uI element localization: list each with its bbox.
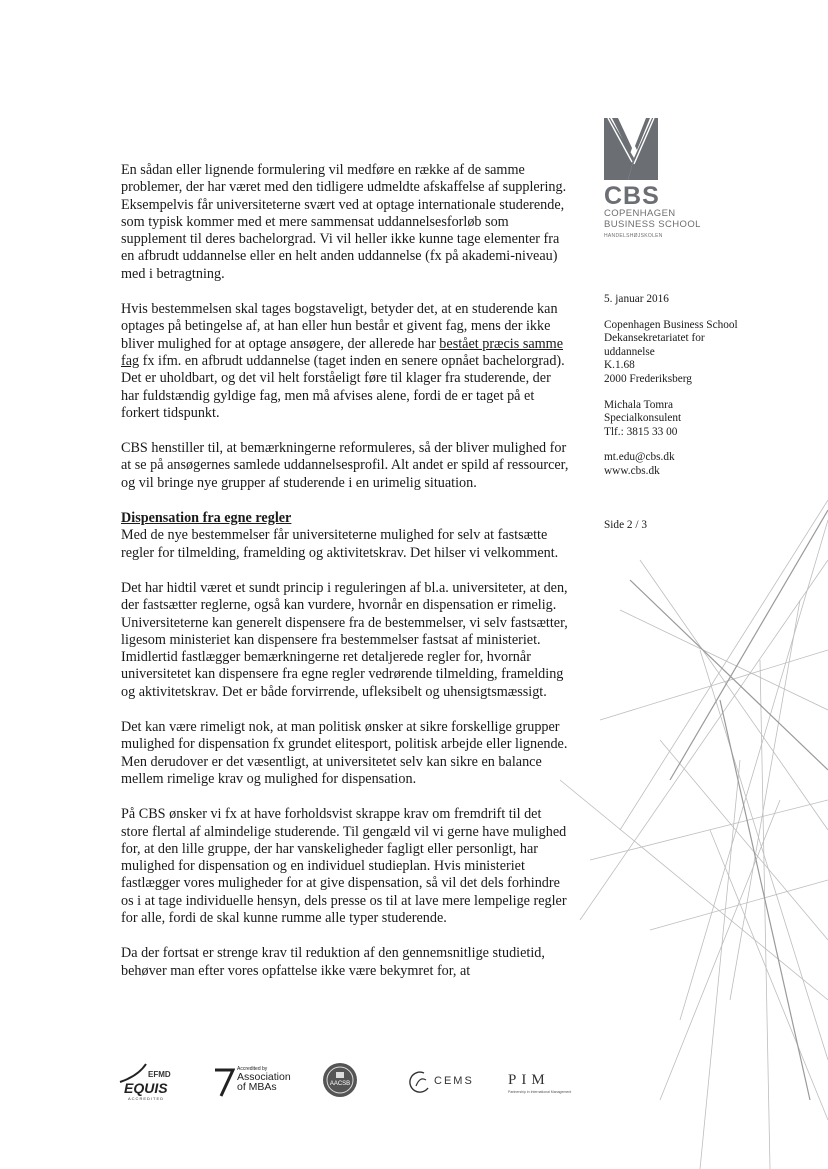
- address-line: 2000 Frederiksberg: [604, 372, 692, 385]
- cems-label: CEMS: [434, 1075, 474, 1087]
- logo-line1: COPENHAGEN: [604, 208, 676, 219]
- underlined-phrase: bestået præcis samme fag: [121, 335, 564, 369]
- cems-mark-icon: [408, 1070, 432, 1094]
- paragraph: [121, 301, 571, 422]
- contact-name: Michala Tomra: [604, 398, 673, 411]
- amba-mark-icon: [215, 1068, 235, 1098]
- address-line: K.1.68: [604, 359, 635, 372]
- paragraph: CBS henstiller til, at bemærkningerne reformuleres, så der bliver mulighed for at se på ansøgernes samlede uddannelsesprofil. Alt andet er spild af ressourcer, og vil bringe nye grupper af studerende i en urimelig situation.: [121, 440, 569, 491]
- pim-logo: [508, 1062, 583, 1102]
- amba-line2: of MBAs: [237, 1081, 277, 1093]
- cbs-logo-mark: [604, 118, 658, 180]
- pim-label: PIM: [508, 1072, 550, 1088]
- cems-logo: [408, 1062, 488, 1102]
- sidebar-date-block: [604, 293, 794, 307]
- paragraph: Det har hidtil været et sundt princip i reguleringen af bl.a. universiteter, at den, der fastsætter reglerne, også kan vurdere, hvornår en dispensation er rimelig. Universiteterne kan generelt dispensere fra de bestemmelser, vi selv fastsætter, ligesom ministeriet kan dispensere fra bestemmelser fastsat af ministeriet. Imidlertid fastlægger bemærkningerne ret detaljerede regler for, hvornår universitetet kan dispensere fra egne regler vedrørende tilmelding, framelding og aktivitetskrav. Det er både forvirrende, ufleksibelt og uhensigtsmæssigt.: [121, 579, 568, 700]
- aacsb-seal-icon: [322, 1062, 358, 1098]
- equis-top: EFMD: [148, 1070, 171, 1079]
- amba-logo: [215, 1062, 295, 1108]
- aacsb-label: AACSB: [329, 1081, 351, 1087]
- contact-title: Specialkonsulent: [604, 412, 682, 425]
- amba-line1: Association: [237, 1071, 291, 1083]
- aacsb-logo: [322, 1062, 358, 1102]
- equis-accredited: ACCREDITED: [128, 1096, 165, 1101]
- page-number: Side 2 / 3: [604, 518, 647, 531]
- sidebar-contact: [604, 399, 794, 440]
- contact-phone: Tlf.: 3815 33 00: [604, 425, 678, 438]
- paragraph-text: fx ifm. en afbrudt uddannelse (taget inden en senere opnået bachelorgrad). Det er uholdbart, og det vil helt forståeligt føre til klager fra studerende, der har fuldstændig gyldige fag, men må afvises alene, fordi de er taget på et forkert tidspunkt.: [121, 352, 565, 421]
- paragraph: Det kan være rimeligt nok, at man politisk ønsker at sikre forskellige grupper mulighed for dispensation fx grundet elitesport, politisk arbejde eller lignende. Men derudover er det væsentligt, at universitetet selv kan sikre en balance mellem rimelige krav og mulighed for dispensation.: [121, 719, 568, 787]
- paragraph: En sådan eller lignende formulering vil medføre en række af de samme problemer, der har været med den tidligere udmeldte afskaffelse af supplering. Eksempelvis får universiteterne svært ved at optage internationale studerende, som typisk kommer med et mere sammensat uddannelsesforløb som supplement til deres bachelorgrad. Vi vil heller ikke kunne tage elementer fra en afbrudt uddannelse eller en helt anden uddannelse (fx på akademi-niveau) med i betragtning.: [121, 162, 567, 282]
- sidebar-web: [604, 451, 794, 478]
- address-line: Copenhagen Business School: [604, 318, 738, 331]
- address-line: uddannelse: [604, 345, 655, 358]
- amba-small: Accredited by: [237, 1066, 268, 1072]
- logo-line2: BUSINESS SCHOOL: [604, 219, 701, 230]
- section-heading: Dispensation fra egne regler: [121, 510, 292, 527]
- paragraph: Da der fortsat er strenge krav til reduktion af den gennemsnitlige studietid, behøver man efter vores opfattelse ikke være bekymret for, at: [121, 945, 545, 979]
- equis-logo: [110, 1062, 190, 1108]
- equis-main: EQUIS: [124, 1080, 168, 1096]
- accreditation-footer: [110, 1062, 590, 1112]
- logo-tagline: HANDELSHØJSKOLEN: [604, 233, 663, 239]
- paragraph: På CBS ønsker vi fx at have forholdsvist skrappe krav om fremdrift til det store flertal af almindelige studerende. Til gengæld vil vi gerne have mulighed for, at den lille gruppe, der har vanskeligheder fagligt eller personligt, har mulighed for dispensation og en individuel studieplan. Hvis ministeriet fastlægger vores muligheder for at give dispensation, så vil det dels forhindre os i at tage individuelle hensyn, dels presse os til at lave mere lempelige regler for alle, fordi de skal kunne rumme alle typer studerende.: [121, 806, 567, 926]
- sidebar-address: [604, 319, 794, 387]
- paragraph-text: Hvis bestemmelsen skal tages bogstaveligt, betyder det, at en studerende kan optages på betingelse af, at han eller hun består et givent fag, mens der ikke bliver mulighed for at optage ansøgere, der allerede har: [121, 301, 558, 352]
- paragraph: Med de nye bestemmelser får universiteterne mulighed for selv at fastsætte regler for tilmelding, framelding og aktivitetskrav. Det hilser vi velkomment.: [121, 527, 559, 561]
- letter-date: 5. januar 2016: [604, 293, 669, 305]
- cbs-logo: [604, 118, 714, 240]
- address-line: Dekansekretariatet for: [604, 332, 705, 345]
- decorative-line-art: [560, 500, 828, 1169]
- letter-body: [121, 162, 571, 980]
- pim-sub: Partnership in International Management: [508, 1090, 572, 1094]
- contact-email: mt.edu@cbs.dk: [604, 451, 675, 464]
- logo-cbs-text: CBS: [604, 182, 660, 210]
- amba-text: [237, 1066, 291, 1092]
- contact-website: www.cbs.dk: [604, 464, 660, 477]
